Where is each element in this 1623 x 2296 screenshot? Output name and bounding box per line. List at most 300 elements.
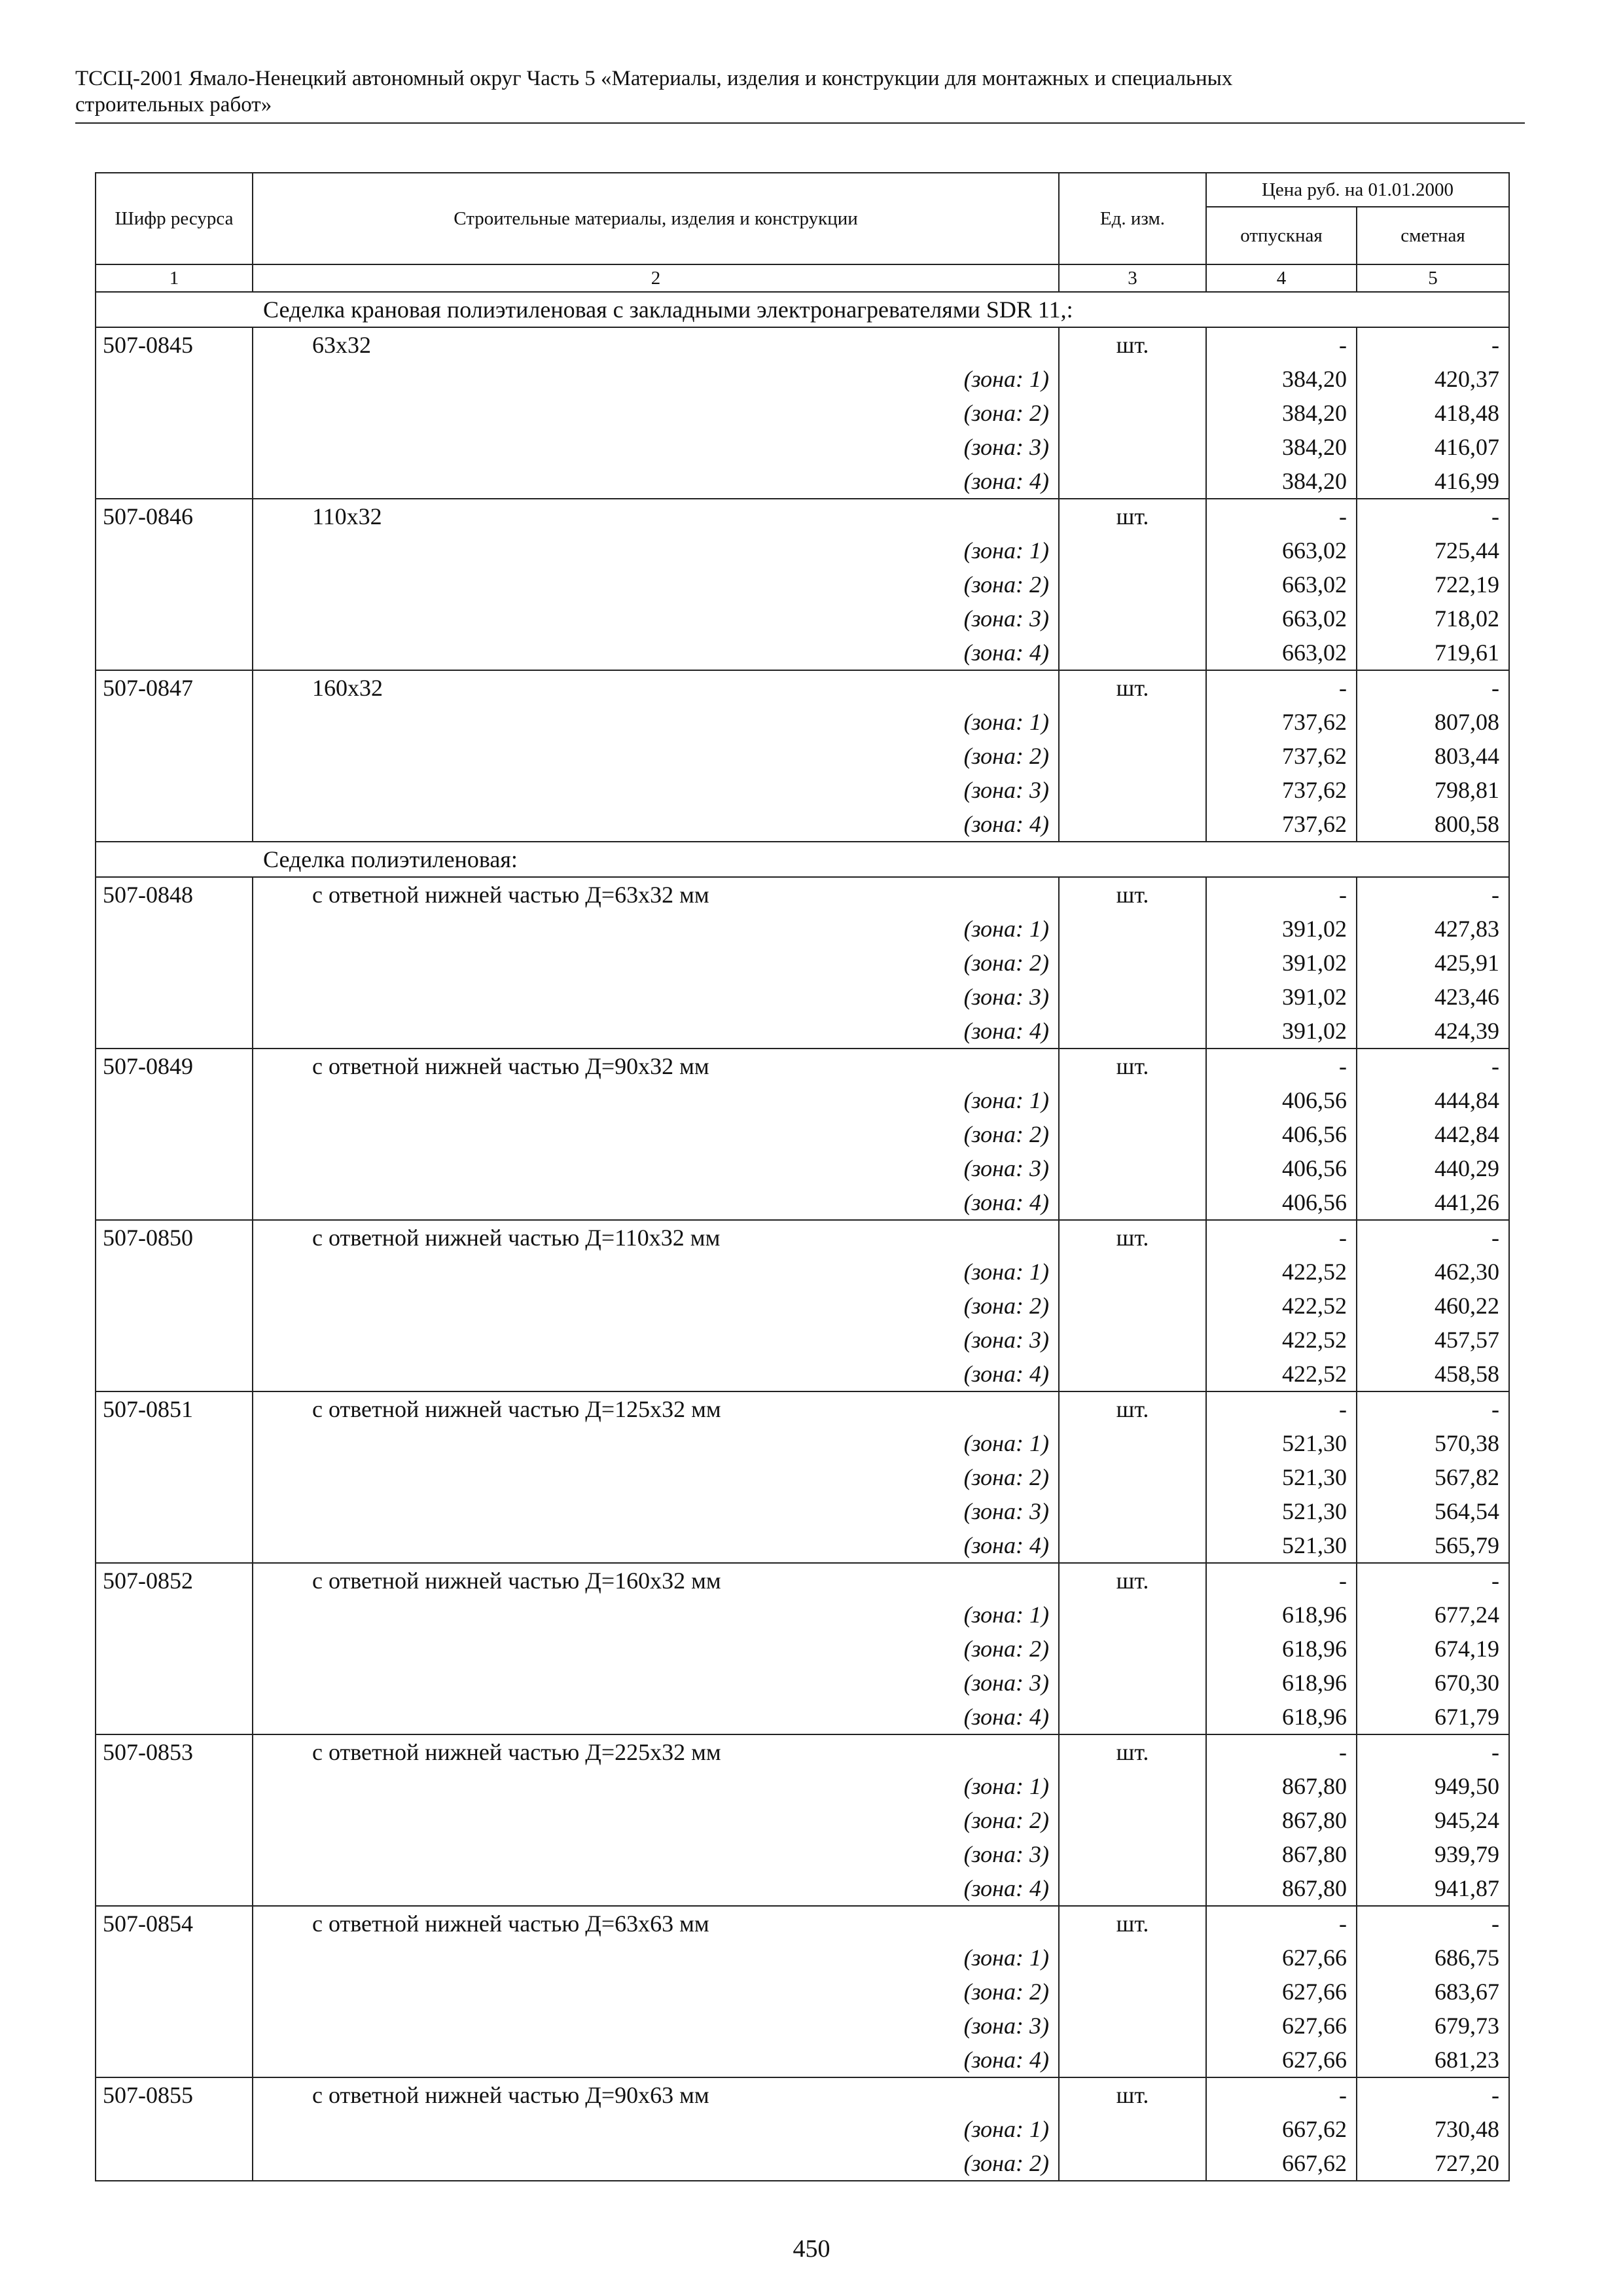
estimate-price: 725,44	[1357, 533, 1509, 567]
empty-unit-cell	[1059, 1151, 1206, 1185]
empty-code-cell	[96, 2009, 253, 2043]
estimate-price: -	[1357, 877, 1509, 912]
zone-label: (зона: 4)	[253, 464, 1059, 499]
zone-label: (зона: 4)	[253, 1185, 1059, 1220]
estimate-price: 727,20	[1357, 2146, 1509, 2181]
release-price: -	[1206, 877, 1357, 912]
zone-row	[96, 2043, 1509, 2077]
empty-unit-cell	[1059, 739, 1206, 773]
table-row	[96, 1563, 1509, 1598]
empty-code-cell	[96, 430, 253, 464]
zone-row	[96, 739, 1509, 773]
col-header-price: Цена руб. на 01.01.2000	[1206, 173, 1509, 207]
empty-code-cell	[96, 980, 253, 1014]
empty-code-cell	[96, 739, 253, 773]
estimate-price: 671,79	[1357, 1700, 1509, 1734]
zone-row	[96, 1598, 1509, 1632]
estimate-price: 460,22	[1357, 1289, 1509, 1323]
group-heading: Седелка полиэтиленовая:	[96, 842, 1509, 877]
group-heading-row	[96, 842, 1509, 877]
empty-unit-cell	[1059, 362, 1206, 396]
empty-unit-cell	[1059, 1494, 1206, 1528]
release-price: 627,66	[1206, 2043, 1357, 2077]
zone-label: (зона: 3)	[253, 980, 1059, 1014]
unit-cell: шт.	[1059, 1906, 1206, 1941]
empty-code-cell	[96, 1700, 253, 1734]
item-name: с ответной нижней частью Д=110х32 мм	[253, 1220, 1059, 1255]
zone-label: (зона: 4)	[253, 1357, 1059, 1391]
release-price: 737,62	[1206, 705, 1357, 739]
release-price: 521,30	[1206, 1494, 1357, 1528]
release-price: -	[1206, 1220, 1357, 1255]
empty-code-cell	[96, 1289, 253, 1323]
empty-code-cell	[96, 533, 253, 567]
col-number: 5	[1357, 264, 1509, 292]
zone-row	[96, 2112, 1509, 2146]
header-divider	[75, 122, 1525, 124]
estimate-price: 564,54	[1357, 1494, 1509, 1528]
empty-code-cell	[96, 1460, 253, 1494]
estimate-price: 679,73	[1357, 2009, 1509, 2043]
empty-code-cell	[96, 1769, 253, 1803]
empty-unit-cell	[1059, 1083, 1206, 1117]
zone-row	[96, 1871, 1509, 1906]
estimate-price: 800,58	[1357, 807, 1509, 842]
empty-code-cell	[96, 1151, 253, 1185]
empty-unit-cell	[1059, 1803, 1206, 1837]
resource-code: 507-0850	[96, 1220, 253, 1255]
estimate-price: 424,39	[1357, 1014, 1509, 1049]
zone-row	[96, 396, 1509, 430]
empty-code-cell	[96, 773, 253, 807]
estimate-price: -	[1357, 670, 1509, 705]
empty-unit-cell	[1059, 912, 1206, 946]
zone-row	[96, 1014, 1509, 1049]
zone-row	[96, 1255, 1509, 1289]
item-name: с ответной нижней частью Д=125х32 мм	[253, 1391, 1059, 1426]
zone-label: (зона: 3)	[253, 1837, 1059, 1871]
empty-code-cell	[96, 1871, 253, 1906]
empty-unit-cell	[1059, 1871, 1206, 1906]
release-price: 521,30	[1206, 1460, 1357, 1494]
unit-cell: шт.	[1059, 1734, 1206, 1769]
zone-label: (зона: 2)	[253, 1117, 1059, 1151]
col-header-name: Строительные материалы, изделия и конструкции	[253, 173, 1059, 264]
resource-code: 507-0845	[96, 327, 253, 362]
zone-label: (зона: 1)	[253, 1255, 1059, 1289]
empty-unit-cell	[1059, 1632, 1206, 1666]
zone-label: (зона: 2)	[253, 2146, 1059, 2181]
unit-cell: шт.	[1059, 1220, 1206, 1255]
release-price: 867,80	[1206, 1769, 1357, 1803]
release-price: 663,02	[1206, 567, 1357, 601]
zone-label: (зона: 3)	[253, 1323, 1059, 1357]
unit-cell: шт.	[1059, 499, 1206, 533]
release-price: 667,62	[1206, 2146, 1357, 2181]
estimate-price: 565,79	[1357, 1528, 1509, 1563]
estimate-price: 803,44	[1357, 739, 1509, 773]
zone-row	[96, 1803, 1509, 1837]
table-row	[96, 1391, 1509, 1426]
release-price: 618,96	[1206, 1632, 1357, 1666]
zone-row	[96, 1632, 1509, 1666]
group-heading: Седелка крановая полиэтиленовая с закладными электронагревателями SDR 11,:	[96, 292, 1509, 327]
document-header	[75, 65, 1522, 118]
release-price: -	[1206, 1906, 1357, 1941]
col-header-code: Шифр ресурса	[96, 173, 253, 264]
zone-row	[96, 705, 1509, 739]
release-price: 737,62	[1206, 773, 1357, 807]
release-price: 422,52	[1206, 1289, 1357, 1323]
resource-code: 507-0854	[96, 1906, 253, 1941]
zone-label: (зона: 2)	[253, 946, 1059, 980]
release-price: 384,20	[1206, 464, 1357, 499]
estimate-price: 418,48	[1357, 396, 1509, 430]
empty-code-cell	[96, 1083, 253, 1117]
unit-cell: шт.	[1059, 1049, 1206, 1083]
zone-row	[96, 1185, 1509, 1220]
item-name: с ответной нижней частью Д=63х32 мм	[253, 877, 1059, 912]
estimate-price: -	[1357, 1734, 1509, 1769]
release-price: 406,56	[1206, 1151, 1357, 1185]
release-price: 737,62	[1206, 739, 1357, 773]
empty-unit-cell	[1059, 396, 1206, 430]
release-price: 422,52	[1206, 1323, 1357, 1357]
estimate-price: 567,82	[1357, 1460, 1509, 1494]
release-price: -	[1206, 1734, 1357, 1769]
release-price: 737,62	[1206, 807, 1357, 842]
estimate-price: 730,48	[1357, 2112, 1509, 2146]
zone-label: (зона: 2)	[253, 1289, 1059, 1323]
estimate-price: 442,84	[1357, 1117, 1509, 1151]
empty-code-cell	[96, 636, 253, 670]
table-row	[96, 877, 1509, 912]
empty-unit-cell	[1059, 1700, 1206, 1734]
estimate-price: 683,67	[1357, 1975, 1509, 2009]
estimate-price: -	[1357, 1220, 1509, 1255]
zone-row	[96, 1117, 1509, 1151]
zone-label: (зона: 3)	[253, 1666, 1059, 1700]
table-body	[96, 292, 1509, 2181]
zone-row	[96, 430, 1509, 464]
estimate-price: -	[1357, 1563, 1509, 1598]
empty-unit-cell	[1059, 464, 1206, 499]
empty-unit-cell	[1059, 2043, 1206, 2077]
empty-unit-cell	[1059, 1837, 1206, 1871]
release-price: 384,20	[1206, 430, 1357, 464]
release-price: -	[1206, 327, 1357, 362]
resource-code: 507-0853	[96, 1734, 253, 1769]
empty-unit-cell	[1059, 1117, 1206, 1151]
estimate-price: -	[1357, 1391, 1509, 1426]
release-price: 391,02	[1206, 912, 1357, 946]
empty-code-cell	[96, 1117, 253, 1151]
release-price: 867,80	[1206, 1871, 1357, 1906]
zone-label: (зона: 3)	[253, 430, 1059, 464]
release-price: -	[1206, 1049, 1357, 1083]
estimate-price: 570,38	[1357, 1426, 1509, 1460]
zone-label: (зона: 1)	[253, 1426, 1059, 1460]
estimate-price: -	[1357, 1049, 1509, 1083]
empty-code-cell	[96, 1014, 253, 1049]
price-table	[95, 172, 1510, 2181]
empty-code-cell	[96, 1941, 253, 1975]
empty-unit-cell	[1059, 1323, 1206, 1357]
zone-label: (зона: 1)	[253, 1769, 1059, 1803]
empty-unit-cell	[1059, 1941, 1206, 1975]
estimate-price: 444,84	[1357, 1083, 1509, 1117]
empty-code-cell	[96, 2043, 253, 2077]
estimate-price: 416,99	[1357, 464, 1509, 499]
empty-unit-cell	[1059, 533, 1206, 567]
col-header-estimate: сметная	[1357, 207, 1509, 264]
estimate-price: 427,83	[1357, 912, 1509, 946]
zone-label: (зона: 2)	[253, 1632, 1059, 1666]
empty-code-cell	[96, 1426, 253, 1460]
zone-row	[96, 1941, 1509, 1975]
empty-code-cell	[96, 946, 253, 980]
zone-label: (зона: 4)	[253, 1014, 1059, 1049]
release-price: -	[1206, 670, 1357, 705]
empty-code-cell	[96, 912, 253, 946]
zone-row	[96, 1289, 1509, 1323]
unit-cell: шт.	[1059, 877, 1206, 912]
col-number: 4	[1206, 264, 1357, 292]
table-row	[96, 2077, 1509, 2112]
zone-row	[96, 1666, 1509, 1700]
release-price: 618,96	[1206, 1598, 1357, 1632]
zone-row	[96, 2009, 1509, 2043]
release-price: 406,56	[1206, 1083, 1357, 1117]
release-price: 406,56	[1206, 1117, 1357, 1151]
empty-unit-cell	[1059, 1255, 1206, 1289]
empty-unit-cell	[1059, 807, 1206, 842]
release-price: -	[1206, 1391, 1357, 1426]
empty-code-cell	[96, 1598, 253, 1632]
zone-row	[96, 2146, 1509, 2181]
estimate-price: 722,19	[1357, 567, 1509, 601]
unit-cell: шт.	[1059, 1391, 1206, 1426]
zone-label: (зона: 4)	[253, 636, 1059, 670]
zone-row	[96, 1494, 1509, 1528]
estimate-price: 941,87	[1357, 1871, 1509, 1906]
zone-label: (зона: 3)	[253, 601, 1059, 636]
empty-unit-cell	[1059, 946, 1206, 980]
estimate-price: 939,79	[1357, 1837, 1509, 1871]
empty-unit-cell	[1059, 1289, 1206, 1323]
estimate-price: 677,24	[1357, 1598, 1509, 1632]
table-row	[96, 1220, 1509, 1255]
empty-code-cell	[96, 601, 253, 636]
zone-label: (зона: 2)	[253, 1460, 1059, 1494]
empty-unit-cell	[1059, 1769, 1206, 1803]
release-price: -	[1206, 1563, 1357, 1598]
empty-code-cell	[96, 1975, 253, 2009]
col-number: 2	[253, 264, 1059, 292]
release-price: 618,96	[1206, 1666, 1357, 1700]
release-price: 422,52	[1206, 1357, 1357, 1391]
release-price: 391,02	[1206, 1014, 1357, 1049]
release-price: 384,20	[1206, 362, 1357, 396]
unit-cell: шт.	[1059, 2077, 1206, 2112]
estimate-price: 416,07	[1357, 430, 1509, 464]
group-heading-row	[96, 292, 1509, 327]
item-name: с ответной нижней частью Д=90х63 мм	[253, 2077, 1059, 2112]
unit-cell: шт.	[1059, 1563, 1206, 1598]
zone-row	[96, 1837, 1509, 1871]
table-row	[96, 1049, 1509, 1083]
empty-unit-cell	[1059, 1666, 1206, 1700]
zone-label: (зона: 4)	[253, 807, 1059, 842]
zone-row	[96, 946, 1509, 980]
table-row	[96, 1734, 1509, 1769]
estimate-price: 458,58	[1357, 1357, 1509, 1391]
empty-unit-cell	[1059, 980, 1206, 1014]
table-row	[96, 327, 1509, 362]
release-price: 627,66	[1206, 1975, 1357, 2009]
zone-row	[96, 1323, 1509, 1357]
empty-code-cell	[96, 1255, 253, 1289]
empty-unit-cell	[1059, 567, 1206, 601]
zone-label: (зона: 4)	[253, 2043, 1059, 2077]
zone-label: (зона: 4)	[253, 1528, 1059, 1563]
zone-label: (зона: 3)	[253, 2009, 1059, 2043]
empty-code-cell	[96, 2112, 253, 2146]
release-price: 406,56	[1206, 1185, 1357, 1220]
zone-row	[96, 1528, 1509, 1563]
estimate-price: 807,08	[1357, 705, 1509, 739]
header-line-2: строительных работ»	[75, 93, 272, 117]
zone-label: (зона: 2)	[253, 567, 1059, 601]
estimate-price: 798,81	[1357, 773, 1509, 807]
empty-unit-cell	[1059, 636, 1206, 670]
empty-unit-cell	[1059, 1528, 1206, 1563]
zone-label: (зона: 2)	[253, 1975, 1059, 2009]
table-row	[96, 1906, 1509, 1941]
col-header-release: отпускная	[1206, 207, 1357, 264]
estimate-price: 674,19	[1357, 1632, 1509, 1666]
resource-code: 507-0849	[96, 1049, 253, 1083]
zone-label: (зона: 4)	[253, 1871, 1059, 1906]
empty-unit-cell	[1059, 1460, 1206, 1494]
zone-label: (зона: 3)	[253, 1151, 1059, 1185]
release-price: 867,80	[1206, 1803, 1357, 1837]
empty-code-cell	[96, 1494, 253, 1528]
release-price: 867,80	[1206, 1837, 1357, 1871]
zone-label: (зона: 2)	[253, 1803, 1059, 1837]
empty-code-cell	[96, 1185, 253, 1220]
resource-code: 507-0855	[96, 2077, 253, 2112]
page-number: 450	[793, 2235, 830, 2263]
release-price: 627,66	[1206, 1941, 1357, 1975]
zone-label: (зона: 1)	[253, 533, 1059, 567]
table-row	[96, 670, 1509, 705]
zone-row	[96, 567, 1509, 601]
item-name: 110x32	[253, 499, 1059, 533]
release-price: 391,02	[1206, 980, 1357, 1014]
empty-unit-cell	[1059, 1185, 1206, 1220]
zone-label: (зона: 2)	[253, 396, 1059, 430]
zone-label: (зона: 1)	[253, 912, 1059, 946]
resource-code: 507-0852	[96, 1563, 253, 1598]
release-price: 663,02	[1206, 636, 1357, 670]
release-price: 627,66	[1206, 2009, 1357, 2043]
item-name: с ответной нижней частью Д=225х32 мм	[253, 1734, 1059, 1769]
empty-code-cell	[96, 464, 253, 499]
empty-code-cell	[96, 2146, 253, 2181]
zone-row	[96, 1426, 1509, 1460]
zone-row	[96, 912, 1509, 946]
estimate-price: 718,02	[1357, 601, 1509, 636]
zone-row	[96, 1151, 1509, 1185]
resource-code: 507-0847	[96, 670, 253, 705]
item-name: с ответной нижней частью Д=63х63 мм	[253, 1906, 1059, 1941]
zone-label: (зона: 1)	[253, 362, 1059, 396]
zone-label: (зона: 3)	[253, 1494, 1059, 1528]
estimate-price: 681,23	[1357, 2043, 1509, 2077]
zone-label: (зона: 1)	[253, 2112, 1059, 2146]
release-price: 667,62	[1206, 2112, 1357, 2146]
empty-code-cell	[96, 1837, 253, 1871]
empty-code-cell	[96, 1666, 253, 1700]
item-name: 63x32	[253, 327, 1059, 362]
estimate-price: -	[1357, 2077, 1509, 2112]
empty-code-cell	[96, 396, 253, 430]
item-name: 160x32	[253, 670, 1059, 705]
empty-code-cell	[96, 1357, 253, 1391]
empty-unit-cell	[1059, 1357, 1206, 1391]
empty-code-cell	[96, 567, 253, 601]
empty-code-cell	[96, 705, 253, 739]
resource-code: 507-0846	[96, 499, 253, 533]
zone-label: (зона: 2)	[253, 739, 1059, 773]
col-header-unit: Ед. изм.	[1059, 173, 1206, 264]
estimate-price: 719,61	[1357, 636, 1509, 670]
estimate-price: -	[1357, 327, 1509, 362]
empty-unit-cell	[1059, 773, 1206, 807]
estimate-price: 945,24	[1357, 1803, 1509, 1837]
empty-unit-cell	[1059, 2009, 1206, 2043]
col-number: 1	[96, 264, 253, 292]
zone-label: (зона: 1)	[253, 1598, 1059, 1632]
zone-row	[96, 1460, 1509, 1494]
release-price: 663,02	[1206, 601, 1357, 636]
empty-unit-cell	[1059, 2146, 1206, 2181]
estimate-price: -	[1357, 499, 1509, 533]
estimate-price: 949,50	[1357, 1769, 1509, 1803]
estimate-price: 462,30	[1357, 1255, 1509, 1289]
estimate-price: 423,46	[1357, 980, 1509, 1014]
zone-label: (зона: 1)	[253, 1941, 1059, 1975]
empty-code-cell	[96, 1323, 253, 1357]
zone-row	[96, 1357, 1509, 1391]
zone-row	[96, 807, 1509, 842]
unit-cell: шт.	[1059, 327, 1206, 362]
release-price: 391,02	[1206, 946, 1357, 980]
zone-row	[96, 601, 1509, 636]
estimate-price: 441,26	[1357, 1185, 1509, 1220]
unit-cell: шт.	[1059, 670, 1206, 705]
empty-unit-cell	[1059, 1975, 1206, 2009]
resource-code: 507-0848	[96, 877, 253, 912]
col-number: 3	[1059, 264, 1206, 292]
empty-unit-cell	[1059, 601, 1206, 636]
item-name: с ответной нижней частью Д=160х32 мм	[253, 1563, 1059, 1598]
zone-row	[96, 1769, 1509, 1803]
release-price: 618,96	[1206, 1700, 1357, 1734]
header-line-1: ТССЦ-2001 Ямало-Ненецкий автономный округ Часть 5 «Материалы, изделия и конструкции для монтажных и специальных	[75, 67, 1233, 90]
empty-code-cell	[96, 807, 253, 842]
